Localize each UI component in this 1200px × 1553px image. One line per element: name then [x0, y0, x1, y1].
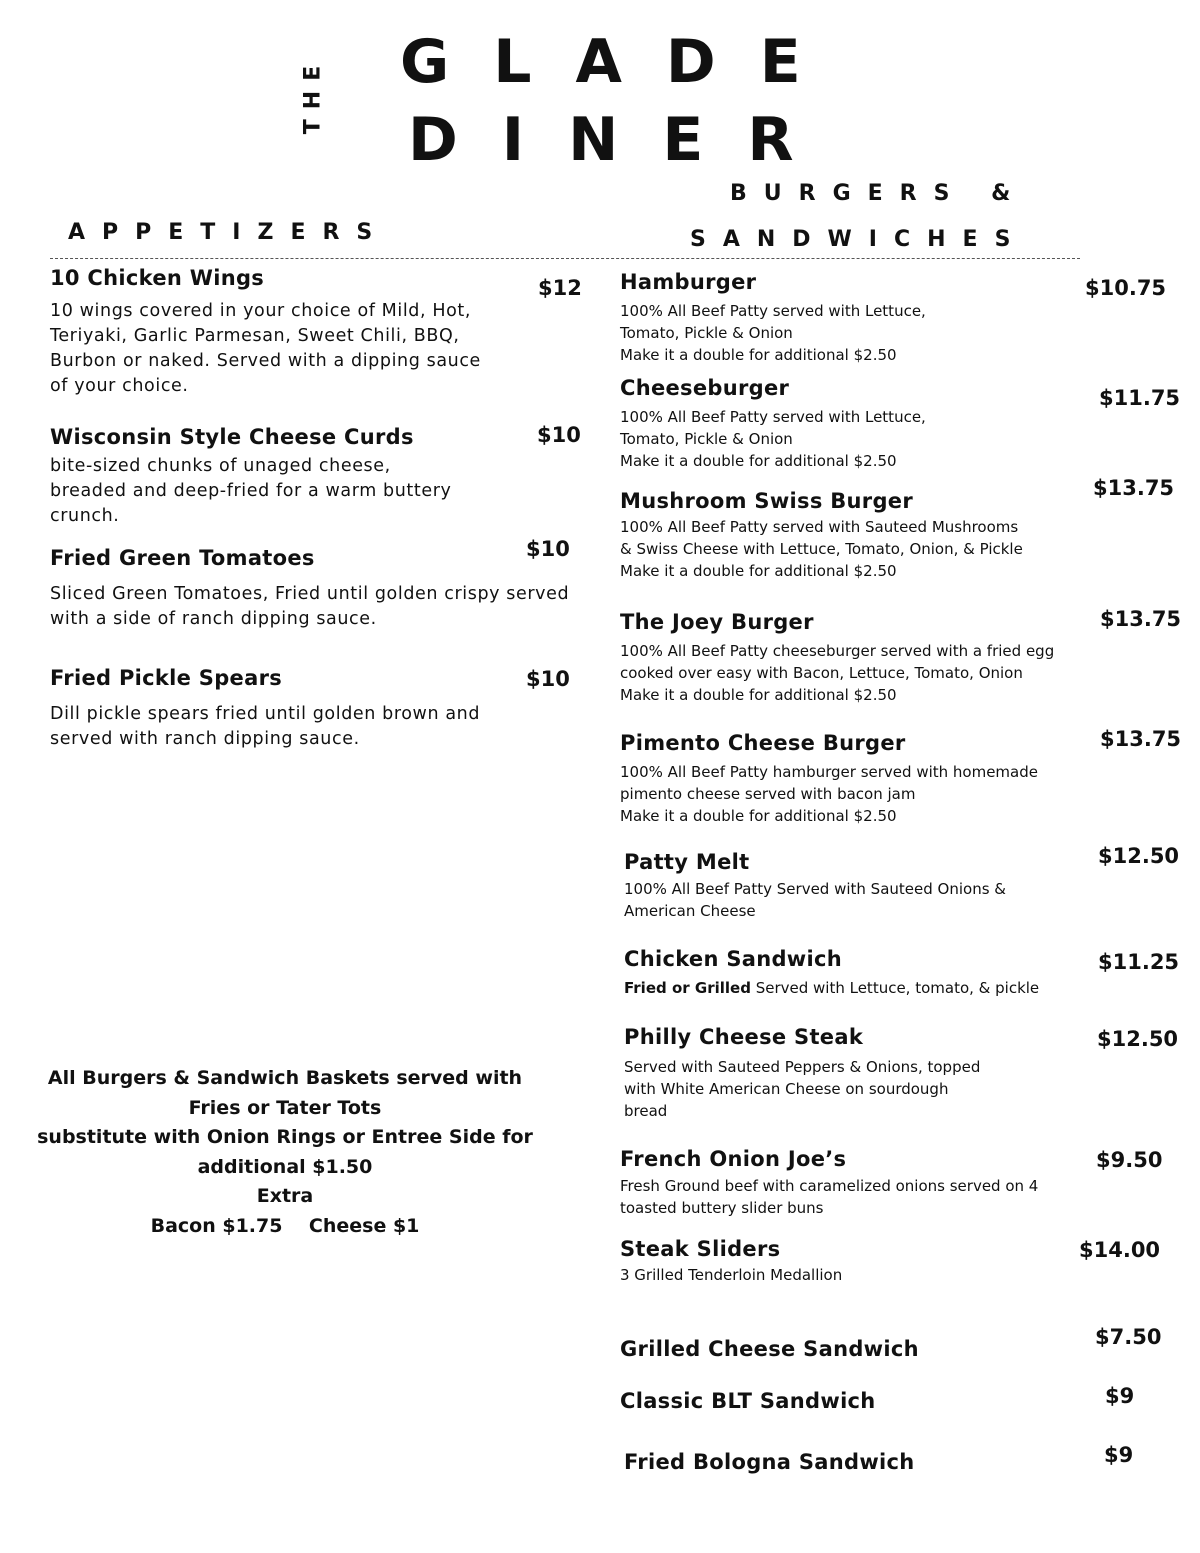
- burger-description-line: 100% All Beef Patty served with Lettuce,: [620, 408, 926, 426]
- burger-price: $14.00: [1079, 1238, 1161, 1262]
- sides-note: [20, 1064, 550, 1241]
- burger-name: Classic BLT Sandwich: [620, 1389, 876, 1413]
- appetizer-price: $10: [537, 423, 581, 447]
- burger-price: $13.75: [1093, 476, 1175, 500]
- section-title-burgers: BURGERS &: [730, 181, 1028, 206]
- burger-description: [624, 878, 1006, 922]
- burger-price: $7.50: [1095, 1325, 1162, 1349]
- burger-description-line: & Swiss Cheese with Lettuce, Tomato, Onion, & Pickle: [620, 540, 1023, 558]
- burger-description: [620, 516, 1023, 582]
- burger-name: Fried Bologna Sandwich: [624, 1450, 915, 1474]
- burger-description-line: Served with Sauteed Peppers & Onions, topped: [624, 1058, 981, 1076]
- burger-description: [620, 1264, 842, 1286]
- burger-description-line: 100% All Beef Patty hamburger served with homemade: [620, 763, 1038, 781]
- appetizer-name: Fried Pickle Spears: [50, 666, 283, 690]
- burger-description: [624, 1056, 980, 1122]
- burger-description: [620, 300, 926, 366]
- burger-description-bold: Fried or Grilled: [624, 979, 751, 997]
- appetizer-name: Wisconsin Style Cheese Curds: [50, 425, 414, 449]
- burger-description-line: Served with Lettuce, tomato, & pickle: [750, 979, 1040, 997]
- burger-description-line: Make it a double for additional $2.50: [620, 686, 897, 704]
- burger-name: French Onion Joe’s: [620, 1147, 847, 1171]
- burger-name: Pimento Cheese Burger: [620, 731, 906, 755]
- burger-description-line: 100% All Beef Patty served with Lettuce,: [620, 302, 926, 320]
- burger-name: Steak Sliders: [620, 1237, 781, 1261]
- burger-name: Patty Melt: [624, 850, 750, 874]
- appetizer-name: Fried Green Tomatoes: [50, 546, 315, 570]
- burger-price: $12.50: [1097, 1027, 1179, 1051]
- burger-description-line: Make it a double for additional $2.50: [620, 452, 897, 470]
- burger-description: [620, 761, 1038, 827]
- appetizer-description: bite-sized chunks of unaged cheese, breaded and deep-fried for a warm buttery crunch.: [50, 456, 452, 526]
- burger-description-line: American Cheese: [624, 902, 756, 920]
- logo-diner: DINER: [408, 105, 838, 175]
- burger-description: [624, 977, 1039, 999]
- logo-the-text: THE: [300, 55, 326, 135]
- burger-price: $13.75: [1100, 727, 1182, 751]
- burger-description-line: Fresh Ground beef with caramelized onions served on 4: [620, 1177, 1039, 1195]
- burger-name: Mushroom Swiss Burger: [620, 489, 913, 513]
- burger-price: $11.75: [1099, 386, 1181, 410]
- appetizer-description: 10 wings covered in your choice of Mild, Hot, Teriyaki, Garlic Parmesan, Sweet Chili, BBQ, Burbon or naked. Served with a dipping sauce of your choice.: [50, 301, 481, 396]
- burger-name: Cheeseburger: [620, 376, 790, 400]
- burger-description-line: Tomato, Pickle & Onion: [620, 324, 793, 342]
- logo-the: [288, 55, 338, 135]
- burger-description-line: Make it a double for additional $2.50: [620, 562, 897, 580]
- appetizer-name: 10 Chicken Wings: [50, 266, 265, 290]
- burger-description-line: bread: [624, 1102, 668, 1120]
- appetizer-price: $10: [526, 667, 570, 691]
- burger-price: $10.75: [1085, 276, 1167, 300]
- appetizer-price: $10: [526, 537, 570, 561]
- burger-description-line: Make it a double for additional $2.50: [620, 346, 897, 364]
- burger-description-line: Tomato, Pickle & Onion: [620, 430, 793, 448]
- burger-description-line: with White American Cheese on sourdough: [624, 1080, 949, 1098]
- burger-name: Chicken Sandwich: [624, 947, 842, 971]
- burger-description-line: pimento cheese served with bacon jam: [620, 785, 916, 803]
- burger-description: [620, 406, 926, 472]
- burger-description-line: 100% All Beef Patty served with Sauteed Mushrooms: [620, 518, 1019, 536]
- burger-description: [620, 1175, 1038, 1219]
- burger-description-line: 3 Grilled Tenderloin Medallion: [620, 1266, 843, 1284]
- burger-name: Hamburger: [620, 270, 757, 294]
- sides-note-line: Bacon $1.75 Cheese $1: [150, 1214, 420, 1237]
- sides-note-line: All Burgers & Sandwich Baskets served with: [47, 1067, 523, 1089]
- sides-note-line: substitute with Onion Rings or Entree Side for: [37, 1126, 533, 1148]
- appetizer-description: Sliced Green Tomatoes, Fried until golden crispy served with a side of ranch dipping sauce.: [50, 584, 570, 629]
- sides-note-line: additional $1.50: [197, 1155, 373, 1178]
- burger-description-line: cooked over easy with Bacon, Lettuce, Tomato, Onion: [620, 664, 1023, 682]
- burger-name: Grilled Cheese Sandwich: [620, 1337, 919, 1361]
- burger-price: $9: [1104, 1443, 1134, 1467]
- burger-description-line: 100% All Beef Patty cheeseburger served with a fried egg: [620, 642, 1055, 660]
- burger-name: Philly Cheese Steak: [624, 1025, 864, 1049]
- dashed-divider: [50, 258, 1080, 259]
- burger-price: $13.75: [1100, 607, 1182, 631]
- burger-description: [620, 640, 1054, 706]
- burger-description-line: 100% All Beef Patty Served with Sauteed Onions &: [624, 880, 1006, 898]
- burger-price: $11.25: [1098, 950, 1180, 974]
- burger-price: $9: [1105, 1384, 1135, 1408]
- section-title-appetizers: APPETIZERS: [68, 220, 390, 245]
- logo-glade: GLADE: [400, 27, 845, 97]
- sides-note-line: Extra: [256, 1185, 314, 1207]
- burger-name: The Joey Burger: [620, 610, 814, 634]
- sides-note-line: Fries or Tater Tots: [188, 1096, 382, 1119]
- burger-price: $9.50: [1096, 1148, 1163, 1172]
- burger-description-line: Make it a double for additional $2.50: [620, 807, 897, 825]
- appetizer-description: Dill pickle spears fried until golden brown and served with ranch dipping sauce.: [50, 704, 481, 749]
- appetizer-price: $12: [538, 276, 582, 300]
- section-title-sandwiches: SANDWICHES: [690, 227, 1028, 252]
- burger-description-line: toasted buttery slider buns: [620, 1199, 824, 1217]
- burger-price: $12.50: [1098, 844, 1180, 868]
